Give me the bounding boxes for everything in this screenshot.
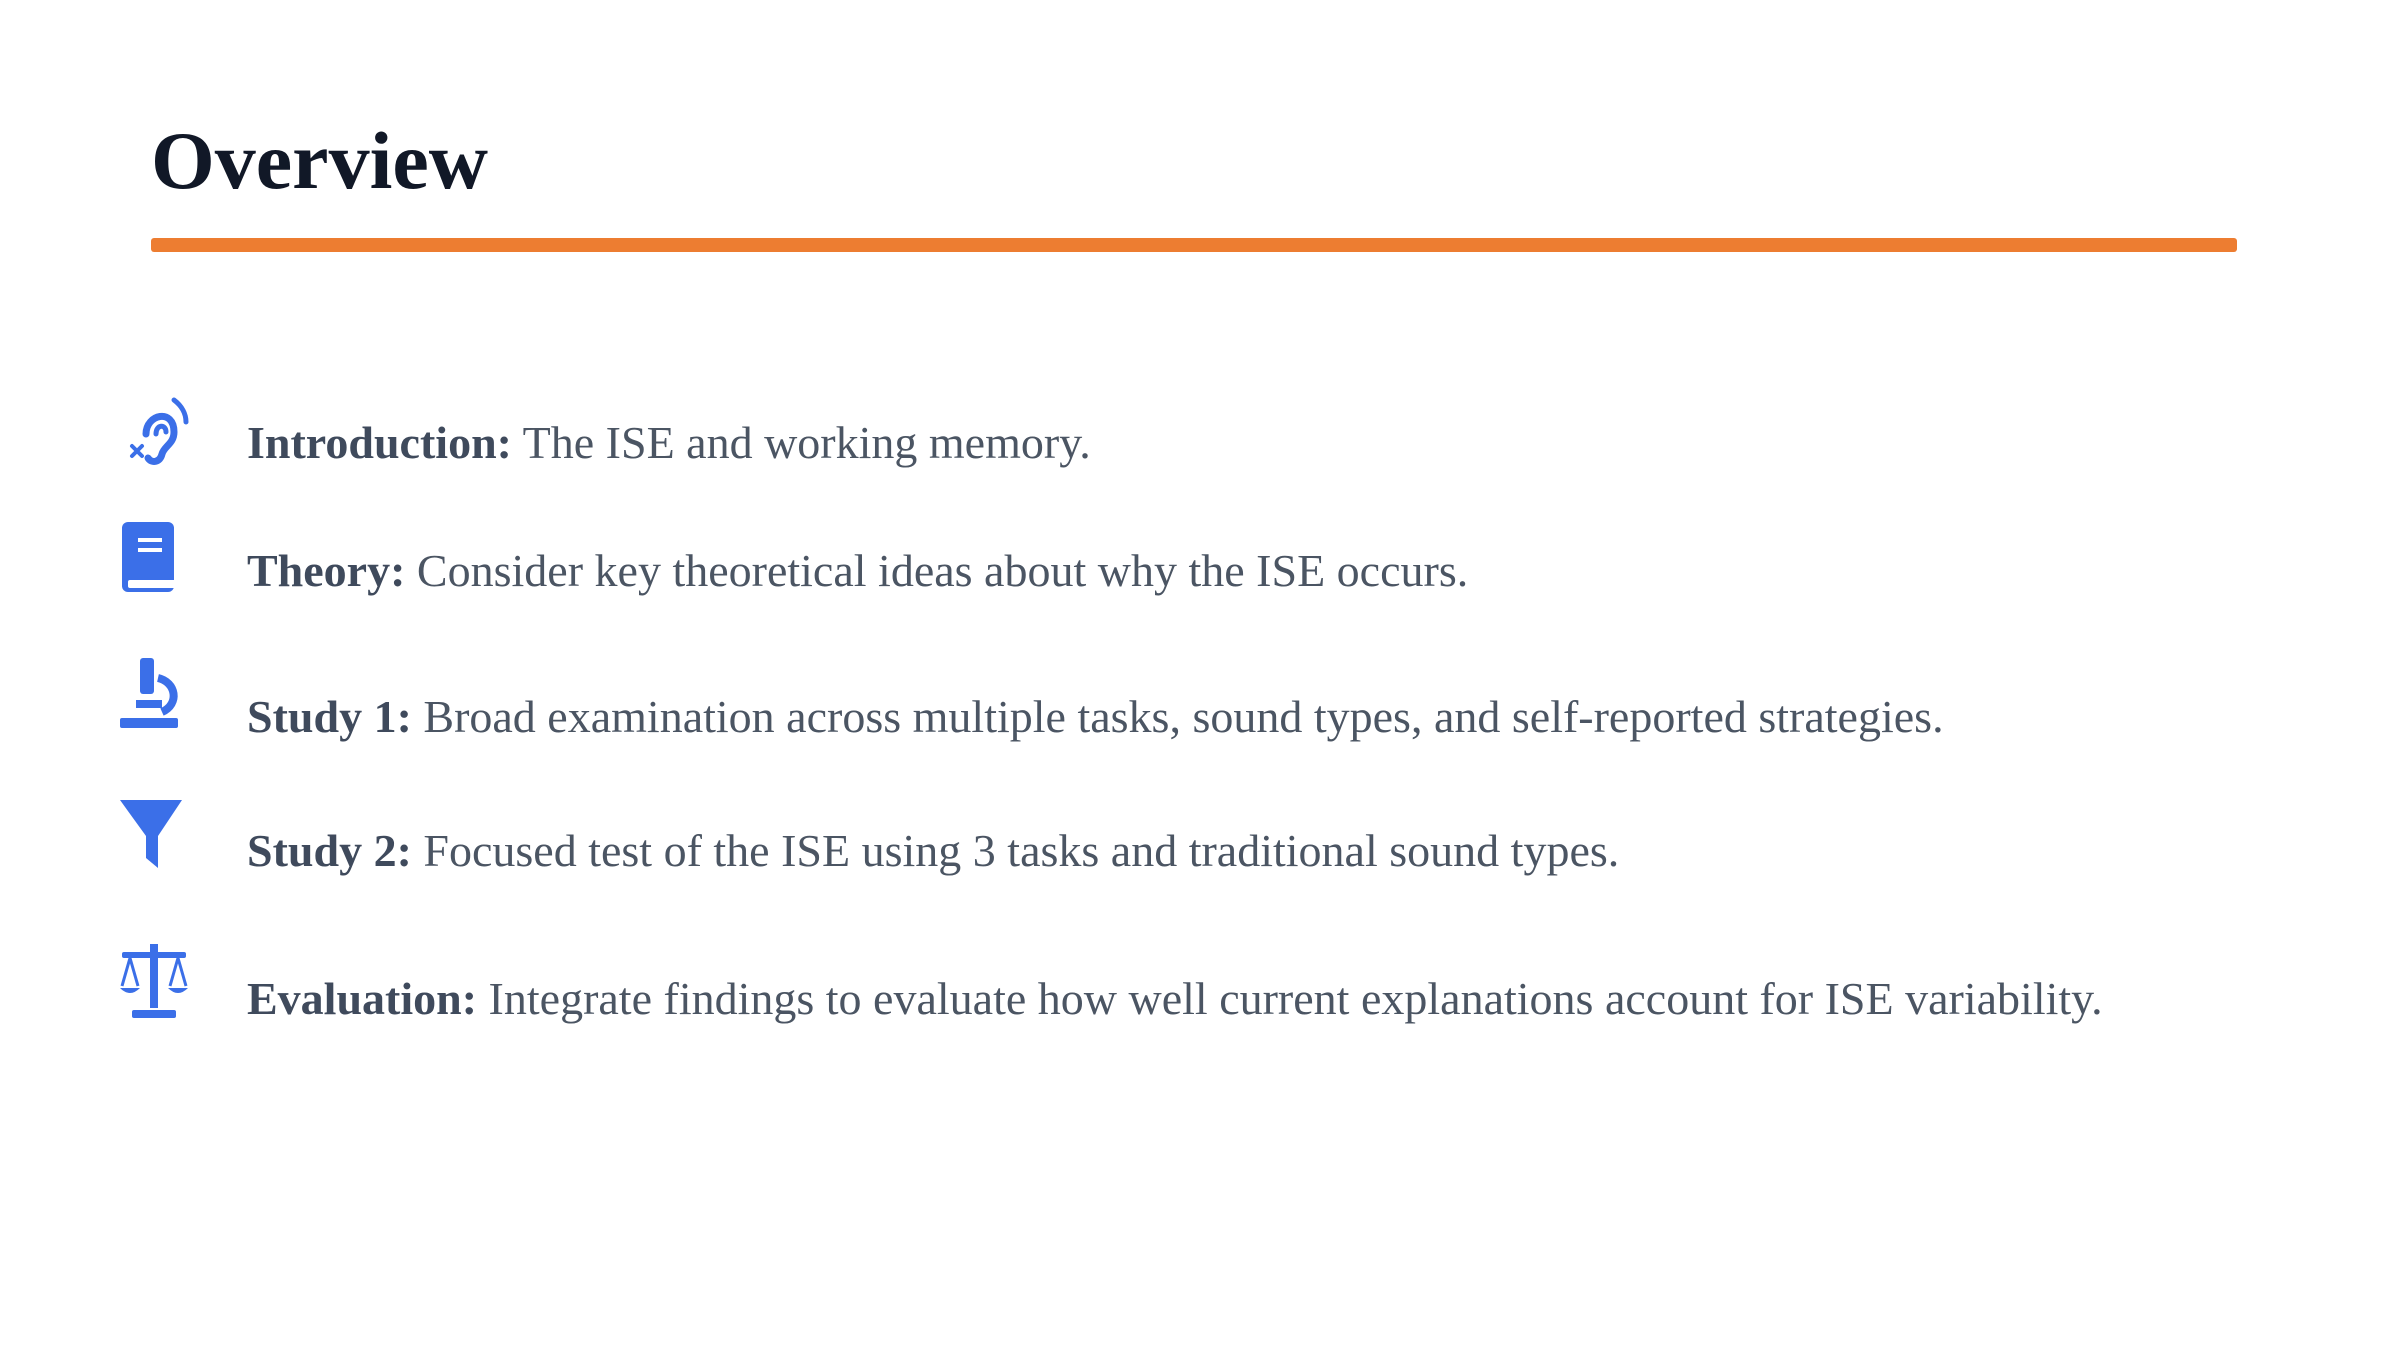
agenda-description: Integrate findings to evaluate how well current explanations account for ISE variability. — [477, 973, 2103, 1024]
agenda-label: Introduction: — [247, 417, 512, 468]
book-icon — [118, 520, 190, 600]
agenda-description: The ISE and working memory. — [511, 417, 1091, 468]
agenda-item-introduction — [247, 417, 1091, 468]
agenda-item-theory — [247, 545, 1469, 596]
agenda-description: Focused test of the ISE using 3 tasks and traditional sound types. — [411, 825, 1620, 876]
ear-icon — [118, 392, 190, 472]
agenda-label: Study 1: — [247, 691, 412, 742]
agenda-item-study-1 — [247, 691, 1944, 742]
agenda-item-evaluation — [247, 973, 2103, 1024]
agenda-description: Broad examination across multiple tasks, sound types, and self-reported strategies. — [411, 691, 1944, 742]
agenda-label: Evaluation: — [247, 973, 478, 1024]
slide-title: Overview — [151, 115, 488, 206]
agenda-label: Study 2: — [247, 825, 412, 876]
microscope-icon — [118, 656, 190, 736]
agenda-description: Consider key theoretical ideas about why the ISE occurs. — [405, 545, 1469, 596]
title-underline — [151, 238, 2237, 252]
agenda-item-study-2 — [247, 825, 1620, 876]
agenda-label: Theory: — [247, 545, 406, 596]
funnel-icon — [118, 796, 190, 876]
scale-icon — [118, 942, 190, 1022]
